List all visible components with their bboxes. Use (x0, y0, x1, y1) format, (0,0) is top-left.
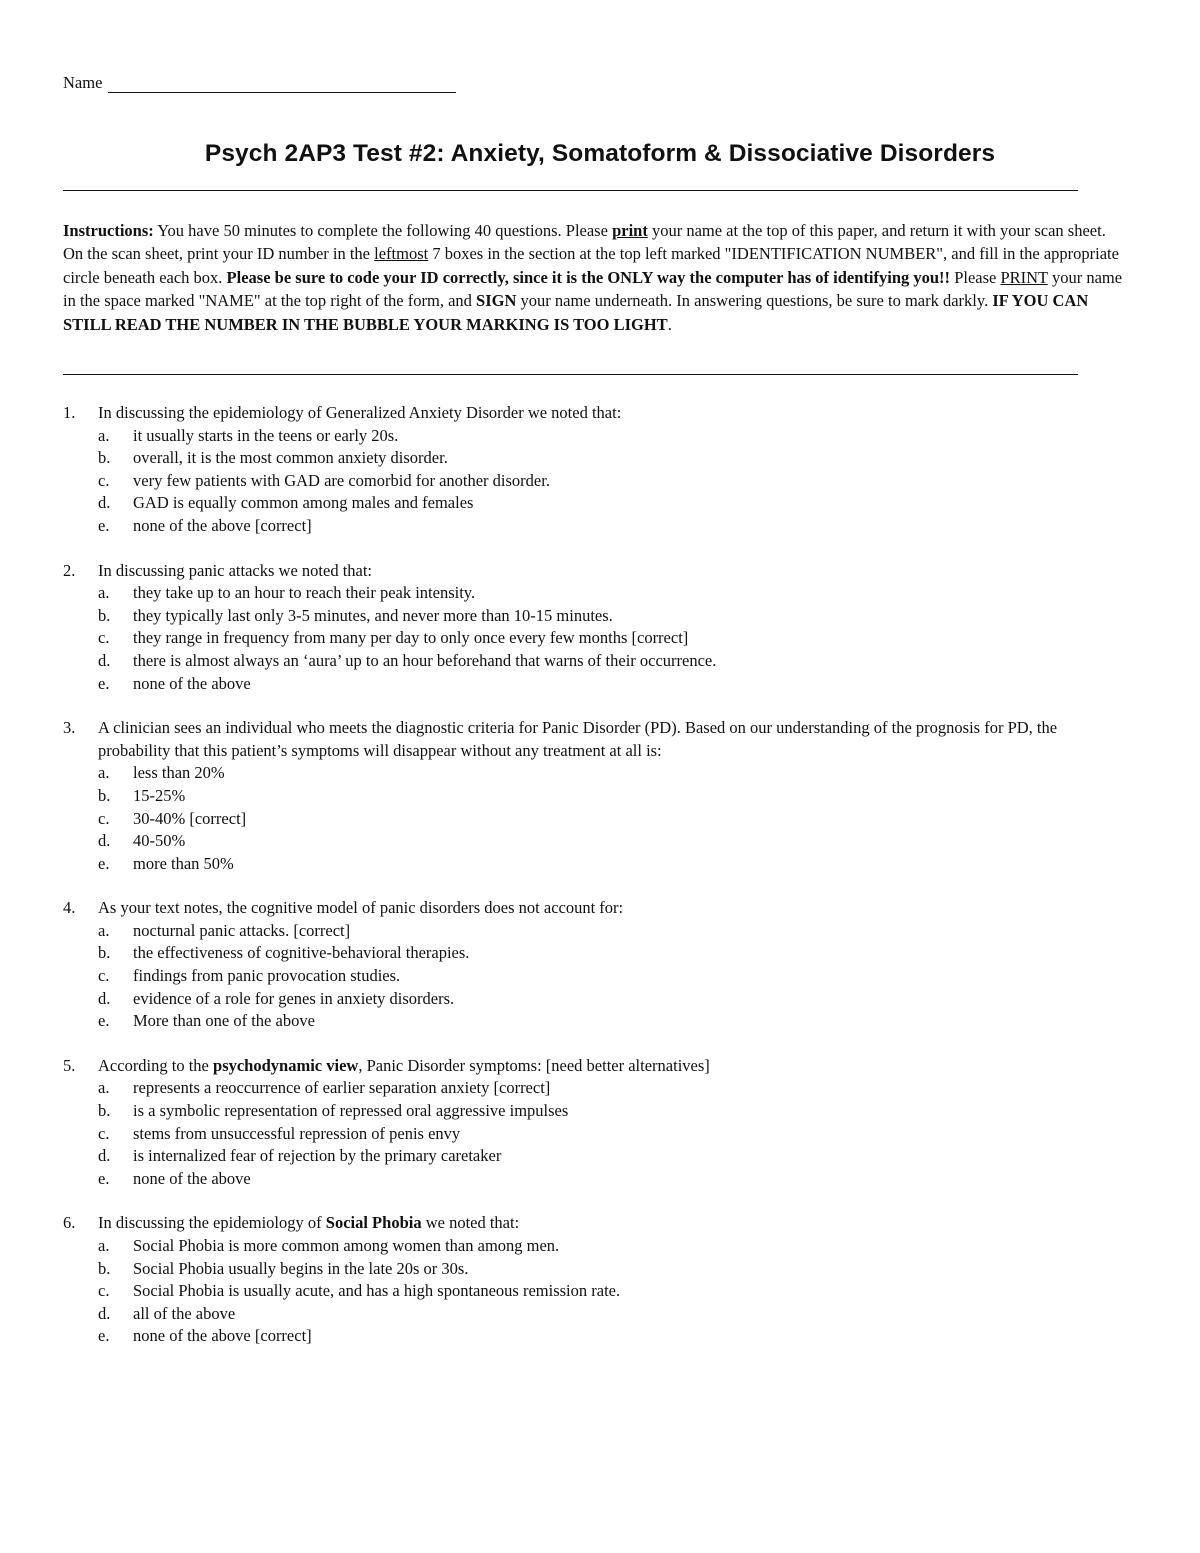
question-5 (63, 1055, 1128, 1191)
option-e: e. none of the above [correct] (98, 515, 312, 535)
instructions-text-1: You have 50 minutes to complete the following 40 questions. Please (153, 221, 613, 240)
instructions-leftmost-word: leftmost (374, 244, 429, 264)
instructions-text-6: your name underneath. In answering questions, be sure to mark darkly. (516, 291, 993, 311)
name-label: Name (63, 73, 103, 92)
page-title: Psych 2AP3 Test #2: Anxiety, Somatoform & Dissociative Disorders (204, 140, 996, 167)
option-b: b. overall, it is the most common anxiety disorder. (98, 448, 448, 468)
option-d: d. GAD is equally common among males and females (98, 493, 474, 513)
option-c: c. very few patients with GAD are comorbid for another disorder. (98, 470, 550, 490)
question-stem: In discussing the epidemiology of Generalized Anxiety Disorder we noted that: (98, 403, 622, 422)
option-b: b. they typically last only 3-5 minutes, and never more than 10-15 minutes. (98, 605, 613, 625)
instructions-text-3: 7 boxes in the section at the top left marked "IDENTIFICATION NUMBER", and fill in the appropriate circle beneath each box. (63, 244, 1119, 287)
question-number: 3. (63, 718, 76, 738)
option-d: d. there is almost always an ‘aura’ up to an hour beforehand that warns of their occurrence. (98, 650, 717, 670)
question-number: 5. (63, 1055, 76, 1075)
question-stem: As your text notes, the cognitive model of panic disorders does not account for: (98, 898, 624, 918)
name-blank-line (108, 74, 456, 93)
question-stem: In discussing panic attacks we noted that: (98, 560, 373, 580)
top-divider (63, 190, 1078, 191)
instructions-PRINT-word: PRINT (1000, 267, 1048, 287)
option-a: a. they take up to an hour to reach their peak intensity. (98, 583, 476, 603)
question-stem: In discussing the epidemiology of Social Phobia we noted that: (98, 1213, 520, 1233)
option-c: c. 30-40% [correct] (98, 808, 247, 828)
instructions-print-word: print (612, 221, 648, 240)
option-a: a. less than 20% (98, 763, 225, 783)
instructions-paragraph (63, 219, 1128, 336)
option-d: d. is internalized fear of rejection by the primary caretaker (98, 1146, 502, 1166)
option-e: e. none of the above [correct] (98, 1326, 312, 1346)
option-a: a. it usually starts in the teens or early 20s. (98, 425, 399, 445)
question-number: 6. (63, 1213, 76, 1233)
option-d: d. all of the above (98, 1303, 236, 1323)
question-list (63, 402, 1128, 1370)
question-stem: A clinician sees an individual who meets the diagnostic criteria for Panic Disorder (PD). Based on our understanding of the prognosis for PD, the probability that this patient’s symptoms will disappear without any treatment at all is: (98, 718, 1058, 760)
instructions-sign-word: SIGN (476, 291, 517, 311)
instructions-text-7: . (667, 314, 672, 334)
instructions-divider (63, 374, 1078, 375)
option-c: c. they range in frequency from many per day to only once every few months [correct] (98, 628, 689, 648)
option-a: a. represents a reoccurrence of earlier separation anxiety [correct] (98, 1078, 551, 1098)
option-a: a. nocturnal panic attacks. [correct] (98, 920, 351, 940)
option-list (63, 425, 1128, 538)
instructions-bold-1: Please be sure to code your ID correctly, since it is the ONLY way the computer has of identifying you!! (226, 267, 951, 287)
question-number: 4. (63, 898, 76, 918)
option-e: e. More than one of the above (98, 1011, 315, 1031)
option-e: e. more than 50% (98, 853, 234, 873)
option-list (63, 582, 1128, 695)
instructions-label: Instructions: (63, 221, 154, 240)
option-b: b. is a symbolic representation of repressed oral aggressive impulses (98, 1101, 569, 1121)
instructions-text-5: your name in the space marked "NAME" at the top right of the form, and (63, 267, 1123, 311)
option-e: e. none of the above (98, 1168, 251, 1188)
option-b: b. Social Phobia usually begins in the late 20s or 30s. (98, 1258, 469, 1278)
option-c: c. stems from unsuccessful repression of penis envy (98, 1123, 461, 1143)
option-list (63, 1235, 1128, 1348)
question-2 (63, 560, 1128, 696)
option-a: a. Social Phobia is more common among women than among men. (98, 1236, 560, 1255)
option-list (63, 920, 1128, 1033)
option-b: b. 15-25% (98, 785, 186, 805)
question-stem: According to the psychodynamic view, Panic Disorder symptoms: [need better alternatives] (98, 1055, 710, 1075)
instructions-text-4: Please (950, 267, 1001, 287)
option-d: d. evidence of a role for genes in anxiety disorders. (98, 988, 455, 1008)
option-d: d. 40-50% (98, 831, 186, 851)
question-number: 2. (63, 560, 76, 580)
option-b: b. the effectiveness of cognitive-behavioral therapies. (98, 943, 470, 963)
instructions-text-2: your name at the top of this paper, and return it with your scan sheet. On the scan sheet, print your ID number in the (63, 221, 1106, 264)
question-4 (63, 897, 1128, 1033)
option-e: e. none of the above (98, 673, 251, 693)
question-6 (63, 1212, 1128, 1348)
question-3 (63, 717, 1128, 875)
option-c: c. findings from panic provocation studies. (98, 966, 401, 986)
instructions-bold-2: IF YOU CAN STILL READ THE NUMBER IN THE BUBBLE YOUR MARKING IS TOO LIGHT (63, 291, 1089, 334)
question-number: 1. (63, 403, 76, 422)
name-line (63, 73, 456, 93)
option-c: c. Social Phobia is usually acute, and has a high spontaneous remission rate. (98, 1281, 621, 1301)
option-list (63, 1077, 1128, 1190)
question-1 (63, 402, 1128, 538)
option-list (63, 762, 1128, 875)
